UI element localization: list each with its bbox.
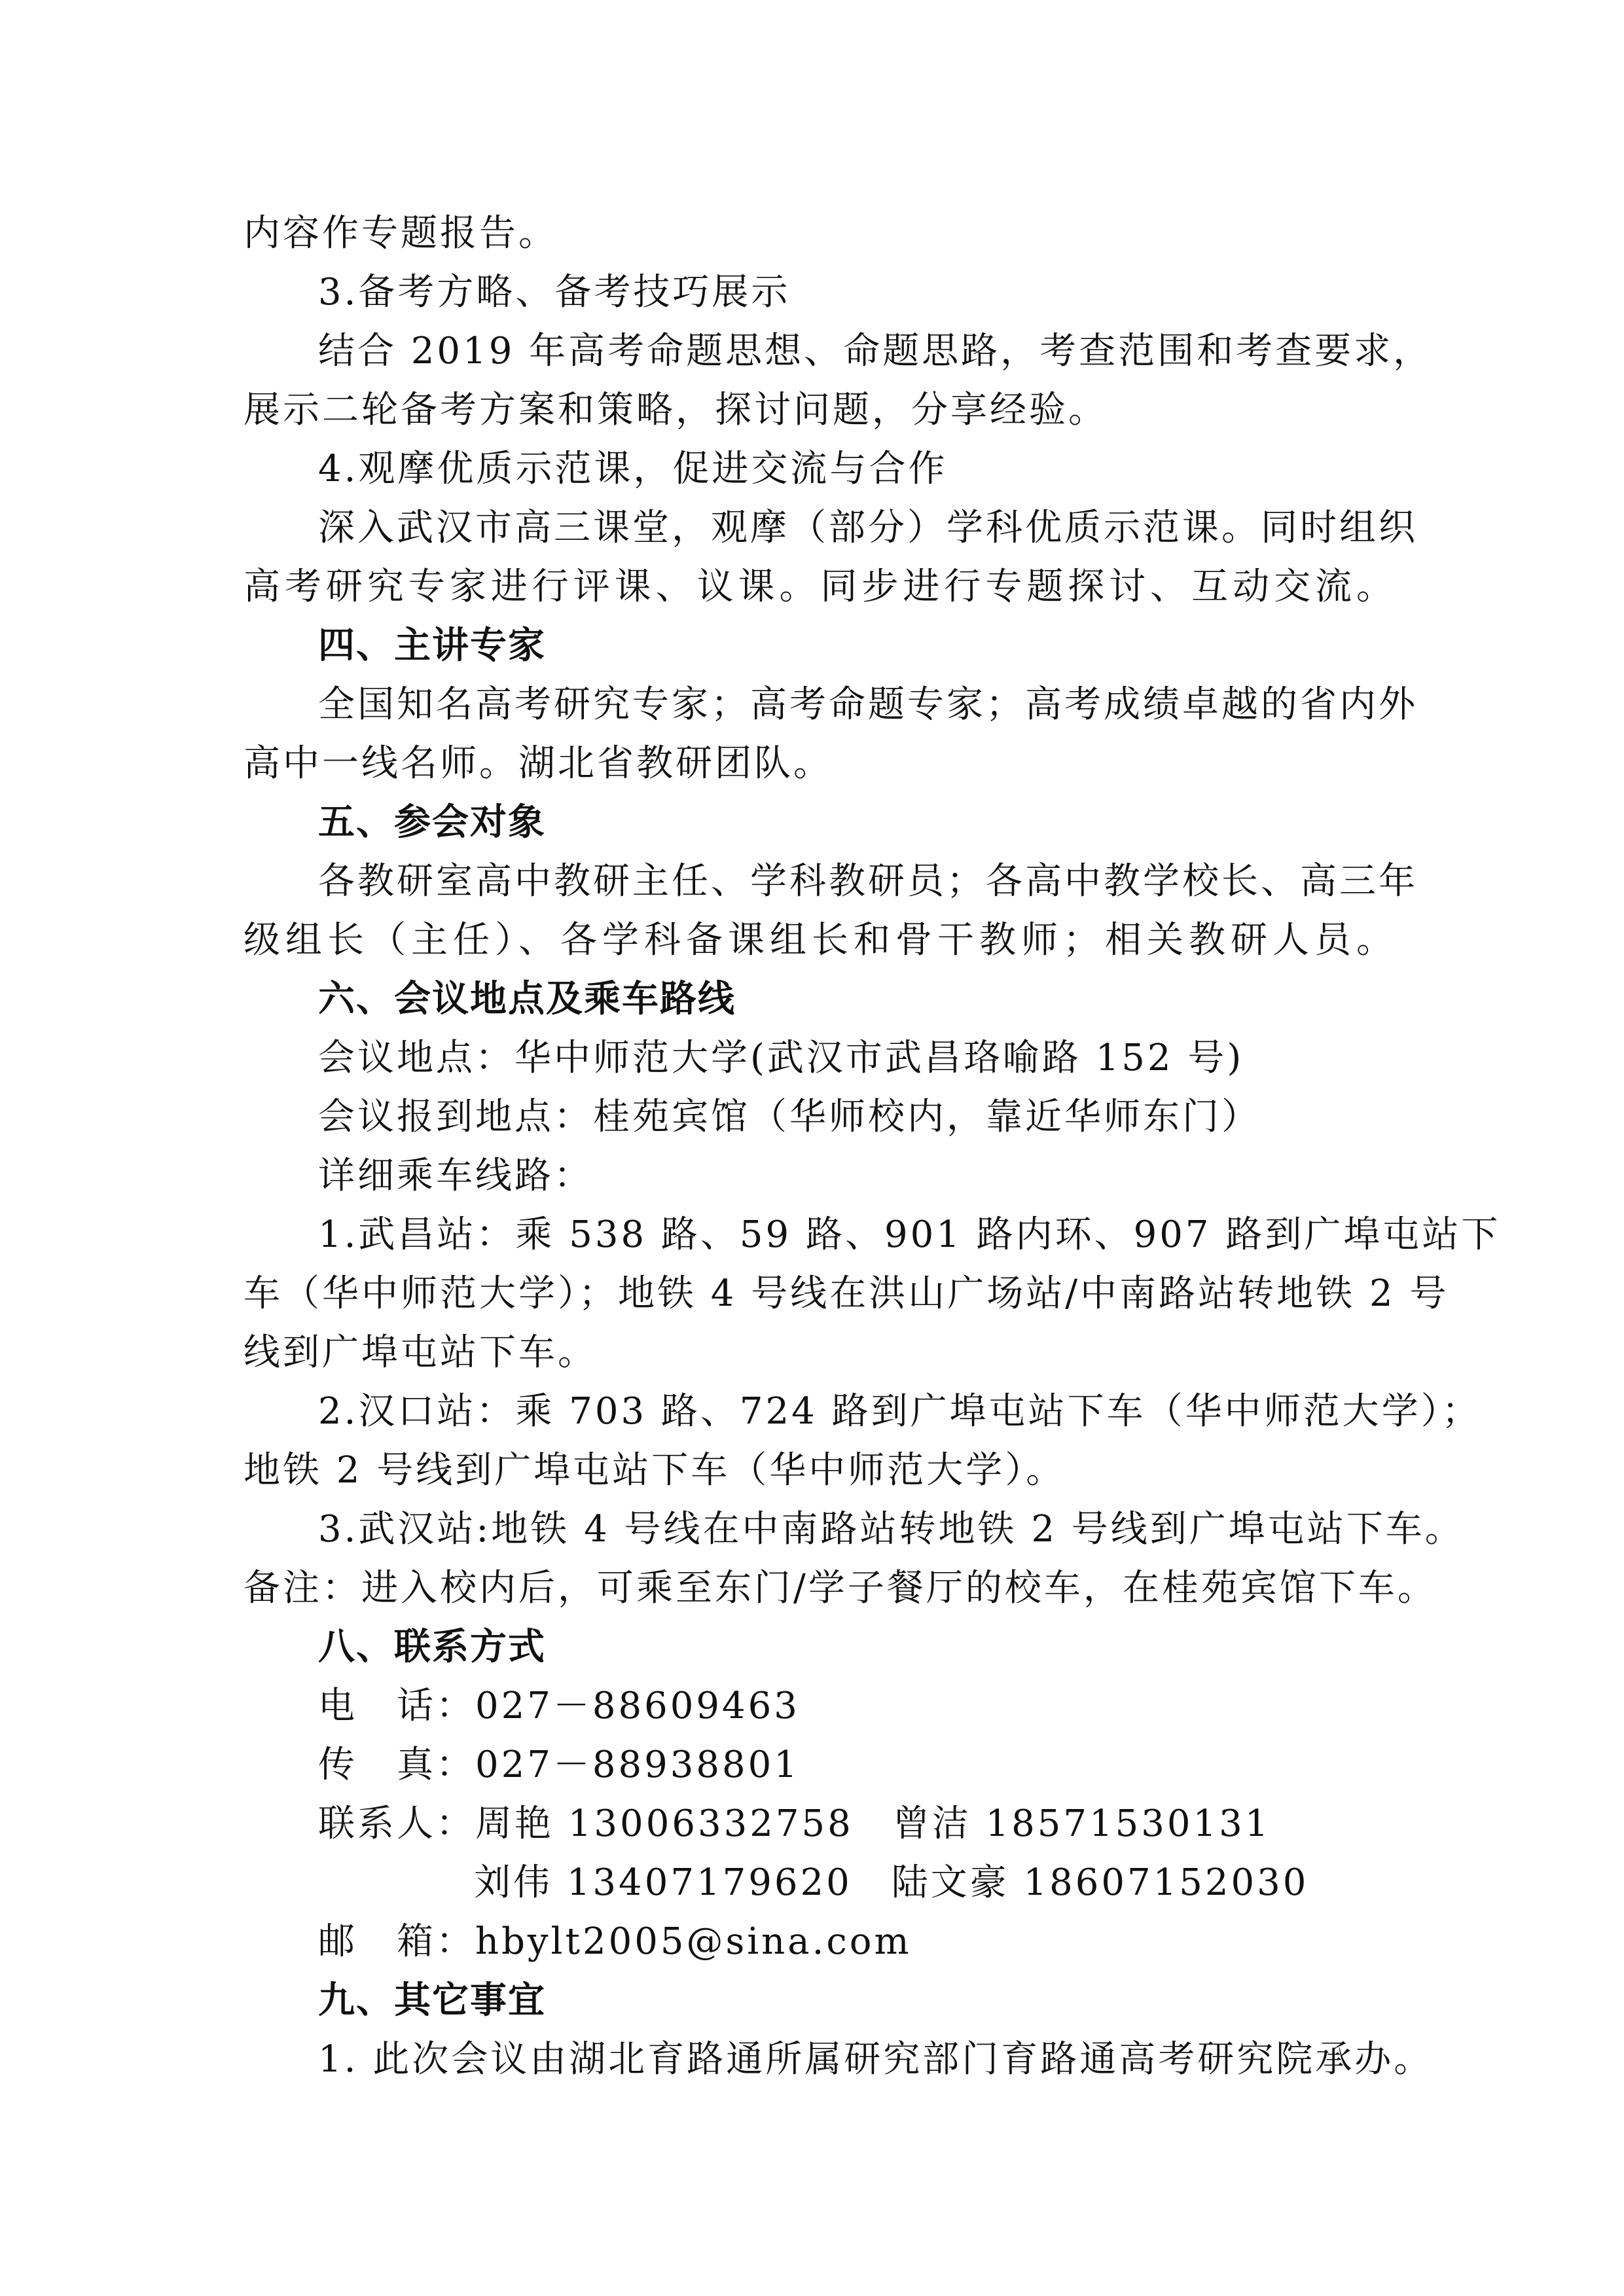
contact-email: 邮 箱：hbylt2005@sina.com (318, 1920, 912, 1963)
paragraph-line: 3.武汉站:地铁 4 号线在中南路站转地铁 2 号线到广埠屯站下车。 (318, 1508, 1464, 1551)
section-subheading: 4.观摩优质示范课，促进交流与合作 (318, 448, 948, 490)
section-heading: 四、主讲专家 (318, 624, 546, 667)
contact-phone: 电 话：027－88609463 (318, 1685, 800, 1727)
section-subheading: 3.备考方略、备考技巧展示 (318, 271, 791, 314)
paragraph-line: 级组长（主任）、各学科备课组长和骨干教师；相关教研人员。 (244, 919, 1396, 961)
contact-persons: 联系人：周艳 13006332758 曾洁 18571530131 (318, 1803, 1271, 1845)
section-heading: 五、参会对象 (318, 801, 546, 844)
paragraph-line: 高中一线名师。湖北省教研团队。 (244, 742, 833, 785)
section-heading: 九、其它事宜 (318, 1979, 546, 2022)
section-heading: 六、会议地点及乘车路线 (318, 978, 736, 1020)
paragraph-line: 地铁 2 号线到广埠屯站下车（华中师范大学）。 (244, 1449, 1066, 1492)
paragraph-line: 全国知名高考研究专家；高考命题专家；高考成绩卓越的省内外 (318, 683, 1418, 726)
paragraph-line: 结合 2019 年高考命题思想、命题思路，考查范围和考查要求， (318, 330, 1433, 372)
paragraph-line: 详细乘车线路： (318, 1155, 593, 1197)
paragraph-line: 线到广埠屯站下车。 (244, 1331, 597, 1374)
paragraph-line: 2.汉口站：乘 703 路、724 路到广埠屯站下车（华中师范大学）； (318, 1390, 1481, 1433)
paragraph-line: 会议地点：华中师范大学(武汉市武昌珞喻路 152 号) (318, 1037, 1244, 1079)
section-heading: 八、联系方式 (318, 1626, 546, 1668)
paragraph-line: 展示二轮备考方案和策略，探讨问题，分享经验。 (244, 389, 1108, 431)
contact-fax: 传 真：027－88938801 (318, 1744, 800, 1786)
paragraph-line: 深入武汉市高三课堂，观摩（部分）学科优质示范课。同时组织 (318, 507, 1418, 549)
paragraph-line: 各教研室高中教研主任、学科教研员；各高中教学校长、高三年 (318, 860, 1418, 903)
paragraph-line: 高考研究专家进行评课、议课。同步进行专题探讨、互动交流。 (244, 565, 1396, 608)
paragraph-line: 会议报到地点：桂苑宾馆（华师校内，靠近华师东门） (318, 1096, 1261, 1138)
paragraph-line: 备注：进入校内后，可乘至东门/学子餐厅的校车，在桂苑宾馆下车。 (244, 1567, 1437, 1609)
paragraph-line: 车（华中师范大学）；地铁 4 号线在洪山广场站/中南路站转地铁 2 号 (244, 1272, 1449, 1315)
paragraph-line: 1.武昌站：乘 538 路、59 路、901 路内环、907 路到广埠屯站下 (318, 1213, 1501, 1256)
paragraph-line: 1. 此次会议由湖北育路通所属研究部门育路通高考研究院承办。 (318, 2038, 1434, 2081)
paragraph-line: 内容作专题报告。 (244, 212, 558, 255)
contact-persons-continued: 刘伟 13407179620 陆文豪 18607152030 (474, 1861, 1309, 1904)
